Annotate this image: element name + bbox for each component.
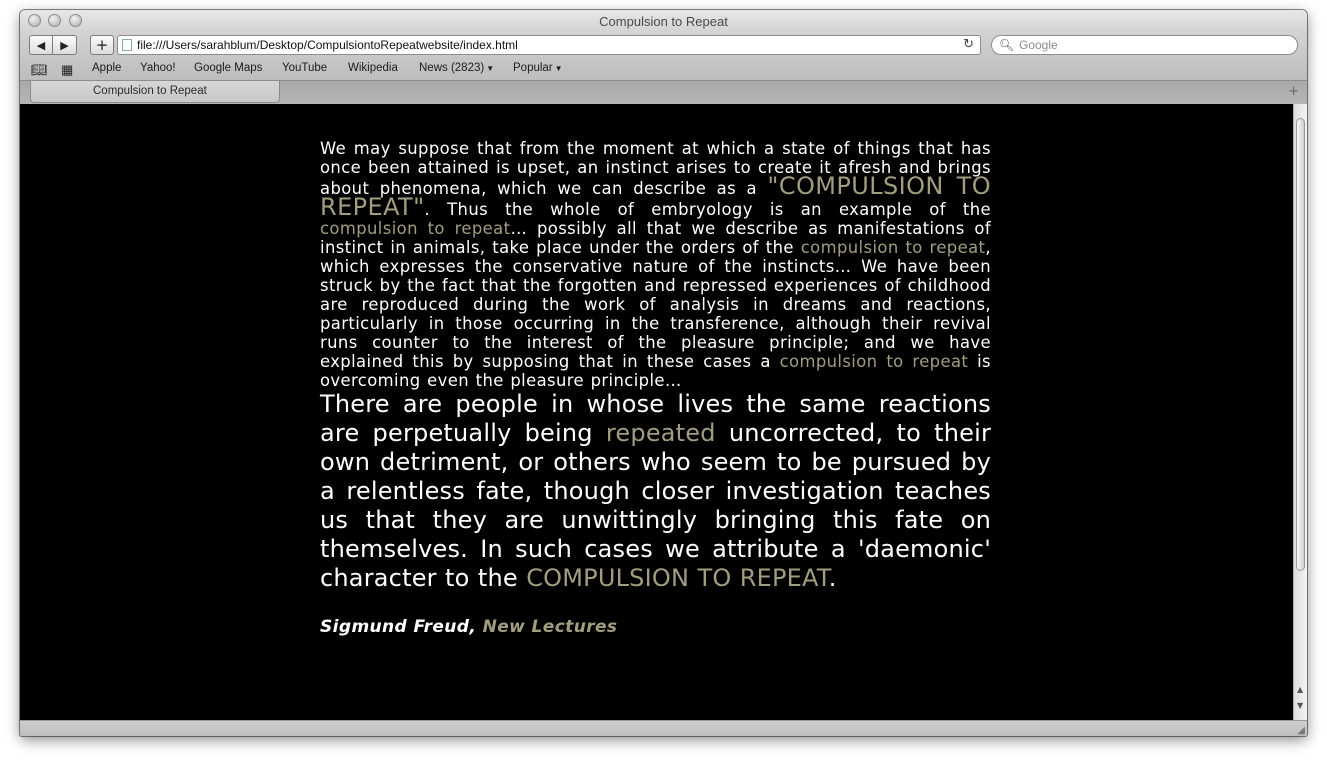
citation-work: New Lectures — [482, 617, 618, 637]
tab-compulsion-to-repeat[interactable] — [30, 81, 280, 103]
p1-text-5: is overcoming even the pleasure principle… — [320, 352, 991, 390]
p2-text-1: There are people in whose lives the same reactions are perpetually being — [320, 390, 991, 447]
p1-text-1: We may suppose that from the moment at which a state of things that has once been attained is upset, an instinct arises to create it afresh and brings about phenomena, which we can describe as a — [320, 139, 991, 198]
bookmark-google-maps[interactable]: Google Maps — [194, 62, 263, 74]
title-bar — [20, 10, 1307, 33]
back-button[interactable] — [29, 35, 53, 55]
forward-button[interactable] — [52, 35, 77, 55]
browser-window — [20, 10, 1307, 736]
citation-author: Sigmund Freud, — [320, 617, 483, 637]
tab-label: Compulsion to Repeat — [93, 85, 207, 97]
new-tab-icon[interactable]: + — [1288, 84, 1299, 99]
search-field[interactable] — [991, 35, 1298, 55]
resize-grip-icon[interactable]: ◢ — [1297, 725, 1305, 736]
bookmark-apple[interactable]: Apple — [92, 62, 122, 74]
reload-icon[interactable]: ↻ — [963, 37, 974, 52]
p2-highlight-2: COMPULSION TO REPEAT — [526, 564, 829, 592]
p1-text-2: . Thus the whole of embryology is an example of the — [424, 200, 991, 219]
quote-paragraph-2 — [320, 390, 991, 593]
status-bar — [20, 720, 1307, 736]
add-bookmark-button[interactable] — [90, 35, 114, 55]
scroll-up-icon[interactable]: ▲ — [1297, 685, 1304, 694]
p1-highlight-2: compulsion to repeat — [320, 219, 511, 238]
search-placeholder: Google — [1019, 38, 1058, 52]
scroll-down-icon[interactable]: ▼ — [1297, 701, 1304, 710]
search-icon: 🔍︎ — [999, 38, 1015, 52]
page-content — [20, 104, 1293, 720]
p1-text-4: , which expresses the conservative nature of the instincts… We have been struck by the fact that the forgotten and repressed experiences of childhood are reproduced during the work of analysis in dreams and reactions, particularly in those occurring in the transference, although their revival runs counter to the interest of the pleasure principle; and we have explained this by supposing that in these cases a — [320, 238, 991, 371]
bookmark-youtube[interactable]: YouTube — [282, 62, 328, 74]
bookmark-news[interactable] — [419, 62, 494, 74]
plus-icon: + — [95, 36, 109, 54]
scrollbar-thumb[interactable] — [1296, 118, 1305, 571]
bookmark-popular-label: Popular — [513, 62, 553, 74]
p2-text-2: uncorrected, to their own detriment, or others who seem to be pursued by a relentless fate, though closer investigation teaches us that they are unwittingly bringing this fate on themselves. In such cases we attribute a 'daemonic' character to the — [320, 419, 992, 592]
reading-list-icon[interactable]: 📖︎ — [31, 62, 48, 77]
p1-highlight-4: compulsion to repeat — [779, 352, 969, 371]
quote-paragraph-1 — [320, 139, 991, 390]
toolbar — [20, 33, 1307, 59]
p1-highlight-heading: "COMPULSION TO REPEAT" — [320, 172, 992, 221]
bookmark-wikipedia[interactable]: Wikipedia — [348, 62, 398, 74]
bookmark-popular[interactable] — [513, 62, 563, 74]
bookmarks-bar — [20, 59, 1307, 81]
freud-quote — [320, 139, 991, 637]
url-field[interactable]: file:///Users/sarahblum/Desktop/CompulsiontoRepeatwebsite/index.html — [137, 38, 518, 52]
forward-arrow-icon: ▶ — [60, 38, 69, 52]
p1-highlight-3: compulsion to repeat — [800, 238, 986, 257]
back-arrow-icon: ◀ — [36, 38, 46, 52]
page-icon — [122, 39, 132, 51]
window-title: Compulsion to Repeat — [599, 14, 728, 29]
bookmark-yahoo[interactable]: Yahoo! — [140, 62, 176, 74]
p2-text-3: . — [828, 564, 837, 592]
chevron-down-icon: ▼ — [486, 64, 495, 73]
top-sites-grid-icon[interactable]: ▦ — [61, 62, 74, 77]
bookmark-news-label: News (2823) — [419, 62, 485, 74]
p2-highlight-1: repeated — [605, 419, 716, 447]
citation — [320, 617, 991, 637]
address-bar[interactable] — [117, 35, 981, 55]
vertical-scrollbar[interactable] — [1293, 104, 1307, 720]
tab-bar — [20, 81, 1307, 104]
p1-text-3: … possibly all that we describe as manifestations of instinct in animals, take place under the orders of the — [320, 219, 991, 257]
chevron-down-icon: ▼ — [554, 64, 563, 73]
